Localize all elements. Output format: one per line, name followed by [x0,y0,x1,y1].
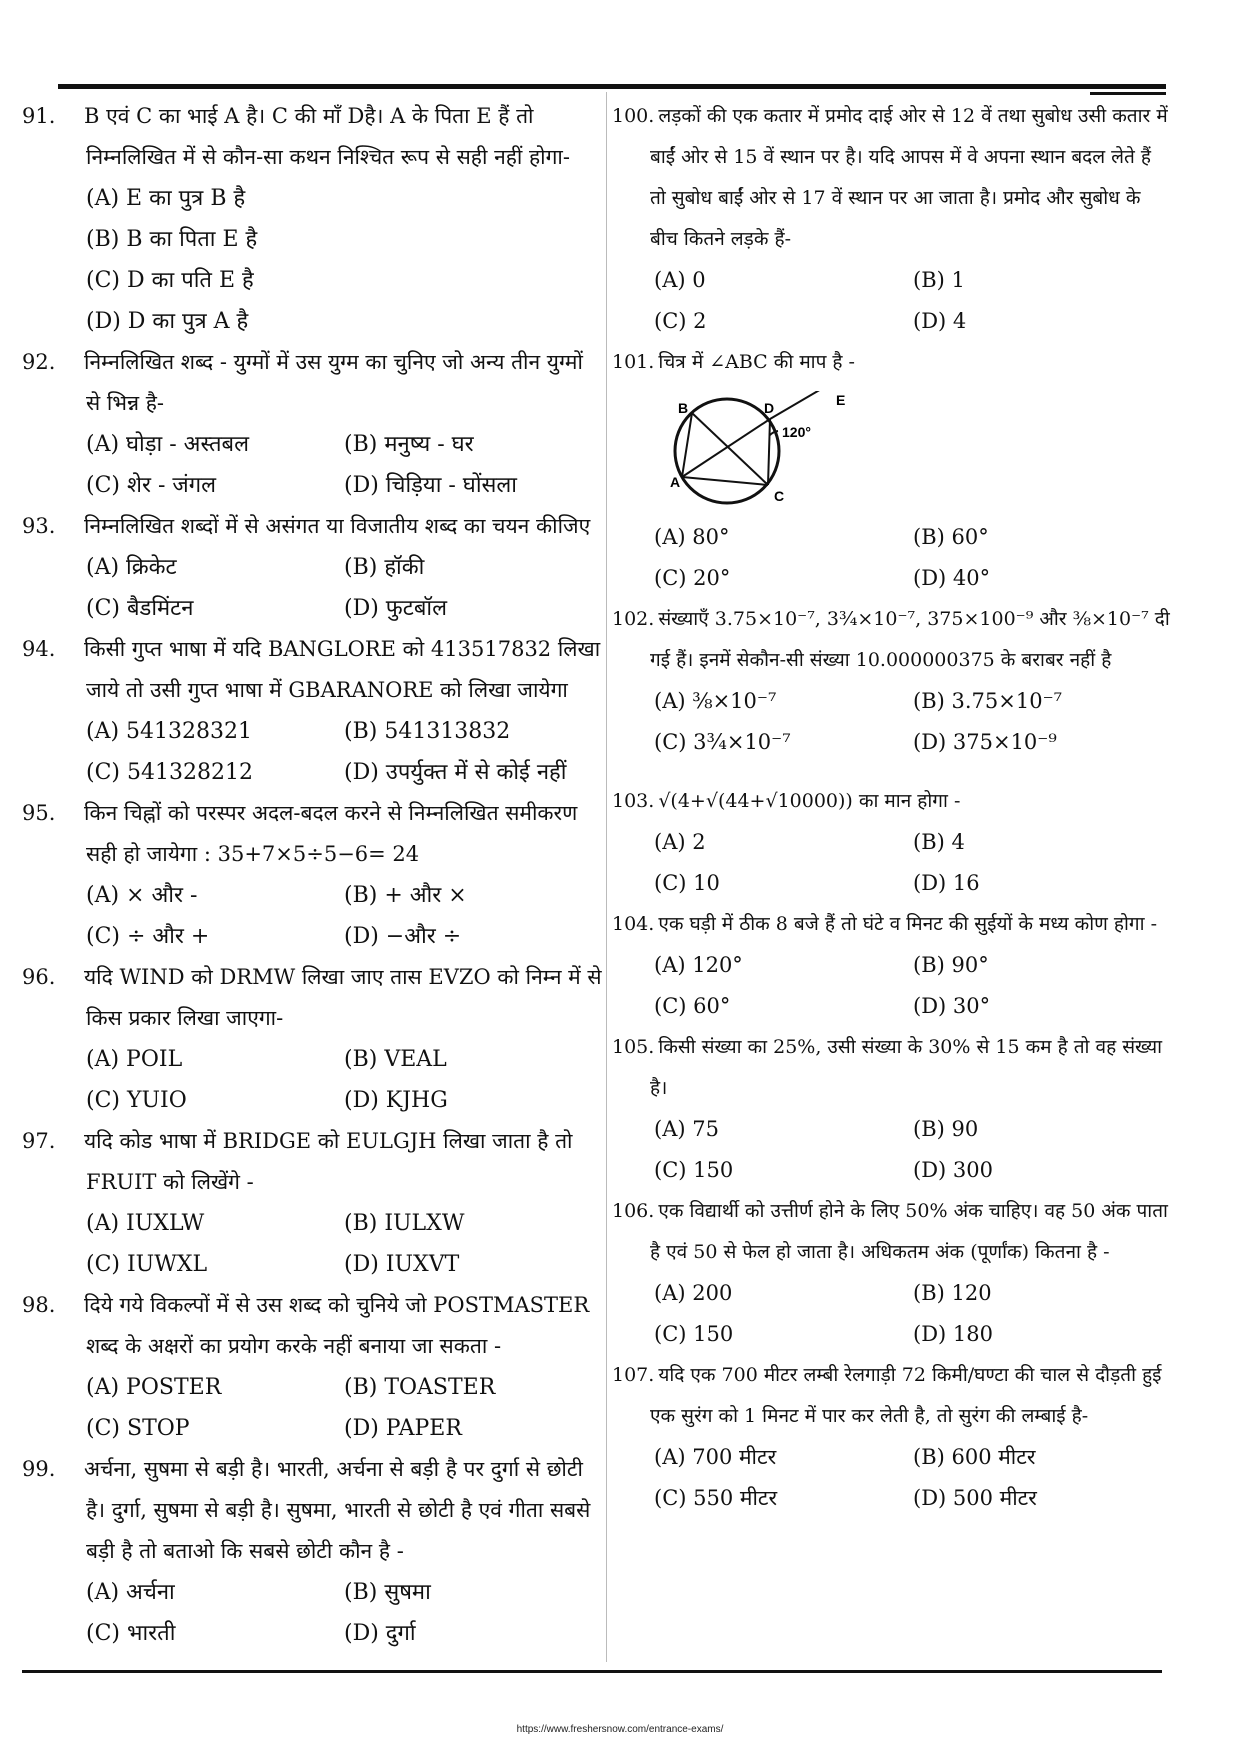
question-number: 103. [612,790,655,812]
option: (B) 90° [913,953,989,977]
chord-ac [682,477,768,485]
option: (A) 75 [654,1117,719,1141]
question-number: 101. [612,351,655,373]
option: (B) हॉकी [344,555,425,580]
option: (B) IULXW [344,1211,465,1236]
option: (A) POIL [86,1047,183,1072]
question-text [22,1121,602,1203]
question-number: 95. [22,801,56,825]
option: (A) POSTER [86,1375,222,1400]
options [612,260,1172,342]
option: (A) अर्चना [86,1580,175,1605]
option: (D) 16 [913,871,980,895]
option: (C) 10 [654,871,720,895]
option: (A) 80° [654,525,730,549]
question-106 [612,1191,1172,1355]
option: (B) 120 [913,1281,992,1305]
option: (D) 180 [913,1322,993,1346]
question-number: 96. [22,965,56,989]
option: (C) 550 मीटर [654,1486,778,1510]
options [22,1367,602,1449]
option: (B) 600 मीटर [913,1445,1036,1469]
option: (A) 120° [654,953,743,977]
option: (D) दुर्गा [344,1621,416,1646]
option: (B) सुषमा [344,1580,431,1605]
question-number: 98. [22,1293,56,1317]
option: (D) फुटबॉल [344,596,448,621]
question-body: किन चिह्नों को परस्पर अदल-बदल करने से निम्नलिखित समीकरण सही हो जायेगा : 35+7×5÷5−6= 24 [84,801,578,866]
question-body: संख्याएँ 3.75×10⁻⁷, 3¾×10⁻⁷, 375×100⁻⁹ और ⅜×10⁻⁷ दी गई हैं। इनमें सेकौन-सी संख्या 10.000000375 के बराबर नहीं है [650,608,1170,671]
question-body: एक घड़ी में ठीक 8 बजे हैं तो घंटे व मिनट की सुईयों के मध्य कोण होगा - [658,913,1158,935]
options [612,945,1172,1027]
option: (C) STOP [86,1416,190,1441]
question-text [612,904,1172,945]
question-body: किसी संख्या का 25%, उसी संख्या के 30% से 15 कम है तो वह संख्या है। [650,1036,1163,1099]
options [22,1572,602,1654]
option: (C) शेर - जंगल [86,473,216,498]
option: (A) घोड़ा - अस्तबल [86,432,250,457]
question-body: चित्र में ∠ABC की माप है - [658,351,855,373]
option: (D) 500 मीटर [913,1486,1037,1510]
question-number: 94. [22,637,56,661]
question-text [612,781,1172,822]
option: (A) 700 मीटर [654,1445,777,1469]
question-number: 93. [22,514,56,538]
option: (B) मनुष्य - घर [344,432,474,457]
question-text [22,1285,602,1367]
option: (C) बैडमिंटन [86,596,194,621]
option: (C) 20° [654,566,731,590]
option: (D) −और ÷ [344,924,462,949]
question-number: 104. [612,913,655,935]
footer-url: https://www.freshersnow.com/entrance-exams/ [516,1724,724,1735]
question-number: 99. [22,1457,56,1481]
option: (C) 60° [654,994,731,1018]
question-body: दिये गये विकल्पों में से उस शब्द को चुनिये जो POSTMASTER शब्द के अक्षरों का प्रयोग करके नहीं बनाया जा सकता - [84,1293,590,1358]
question-body: लड़कों की एक कतार में प्रमोद दाई ओर से 12 वें तथा सुबोध उसी कतार में बाईं ओर से 15 वें स्थान पर है। यदि आपस में वे अपना स्थान बदल लेते हैं तो सुबोध बाईं ओर से 17 वें स्थान पर आ जाता है। प्रमोद और सुबोध के बीच कितने लड़के हैं- [650,105,1168,250]
question-number: 106. [612,1200,655,1222]
option: (C) भारती [86,1621,176,1646]
options [612,1109,1172,1191]
question-number: 92. [22,350,56,374]
question-99 [22,1449,602,1654]
question-102 [612,599,1172,763]
question-body: यदि WIND को DRMW लिखा जाए तास EVZO को निम्न में से किस प्रकार लिखा जाएगा- [84,965,602,1030]
option: (B) TOASTER [344,1375,496,1400]
option: (C) IUWXL [86,1252,208,1277]
question-body: एक विद्यार्थी को उत्तीर्ण होने के लिए 50% अंक चाहिए। वह 50 अंक पाता है एवं 50 से फेल हो जाता है। अधिकतम अंक (पूर्णांक) कितना है - [650,1200,1168,1263]
question-100 [612,96,1172,342]
option: (A) 2 [654,830,706,854]
option: (D) IUXVT [344,1252,460,1277]
question-body: यदि कोड भाषा में BRIDGE को EULGJH लिखा जाता है तो FRUIT को लिखेंगे - [84,1129,573,1194]
options [22,1203,602,1285]
chord-cd [768,419,770,485]
option: (A) ⅜×10⁻⁷ [654,689,777,713]
question-body: यदि एक 700 मीटर लम्बी रेलगाड़ी 72 किमी/घण्टा की चाल से दौड़ती हुई एक सुरंग को 1 मिनट में पार कर लेती है, तो सुरंग की लम्बाई है- [650,1364,1162,1427]
question-number: 105. [612,1036,655,1058]
label-c: C [774,488,785,504]
option: (D) 30° [913,994,991,1018]
options [22,875,602,957]
question-107 [612,1355,1172,1519]
question-text [612,599,1172,681]
label-e: E [836,392,846,408]
option: (A) 541328321 [86,719,253,744]
option: (B) 90 [913,1117,979,1141]
question-105 [612,1027,1172,1191]
question-text [612,96,1172,260]
question-body: निम्नलिखित शब्दों में से असंगत या विजातीय शब्द का चयन कीजिए [84,514,591,538]
question-text [22,506,602,547]
options [22,1039,602,1121]
option: (D) 4 [913,309,967,333]
question-text [612,342,1172,383]
question-text [612,1191,1172,1273]
question-text [22,793,602,875]
label-d: D [764,400,775,416]
question-96 [22,957,602,1121]
question-text [22,1449,602,1572]
option: (C) ÷ और + [86,924,210,949]
option: (A) 0 [654,268,706,292]
question-number: 91. [22,104,56,128]
option: (B) 4 [913,830,965,854]
option: (D) KJHG [344,1088,448,1113]
label-b: B [678,400,689,416]
option: (C) 150 [654,1322,734,1346]
question-body: किसी गुप्त भाषा में यदि BANGLORE को 413517832 लिखा जाये तो उसी गुप्त भाषा में GBARANORE को लिखा जायेगा [84,637,601,702]
question-93 [22,506,602,629]
option: (D) 40° [913,566,991,590]
option: (C) YUIO [86,1088,187,1113]
option: (A) 200 [654,1281,733,1305]
question-number: 102. [612,608,655,630]
label-a: A [670,474,681,490]
question-104 [612,904,1172,1027]
question-text [612,1355,1172,1437]
question-text [22,342,602,424]
options [612,1437,1172,1519]
option: (A) IUXLW [86,1211,205,1236]
angle-label: 120° [782,424,811,440]
option: (C) 541328212 [86,760,253,785]
options [612,822,1172,904]
option: (D) चिड़िया - घोंसला [344,473,517,498]
option: (A) × और - [86,883,198,908]
question-text [22,957,602,1039]
question-103 [612,781,1172,904]
left-column [22,96,602,1654]
question-body: B एवं C का भाई A है। C की माँ Dहै। A के पिता E हैं तो निम्नलिखित में से कौन-सा कथन निश्चित रूप से सही नहीं होगा- [84,104,570,169]
question-number: 97. [22,1129,56,1153]
option: (A) क्रिकेट [86,555,177,580]
chord-ad [682,419,770,477]
option: (A) E का पुत्र B है [86,186,246,211]
option: (C) 3¾×10⁻⁷ [654,730,791,754]
bottom-rule [22,1670,1162,1673]
question-94 [22,629,602,793]
options [22,711,602,793]
chord-bc [692,413,768,485]
question-101 [612,342,1172,599]
option: (D) 375×10⁻⁹ [913,730,1057,754]
question-92 [22,342,602,506]
option: (B) 60° [913,525,989,549]
column-divider [606,92,607,1662]
question-text [22,96,602,178]
question-text [22,629,602,711]
question-97 [22,1121,602,1285]
right-column [612,96,1172,1519]
option: (B) B का पिता E है [86,227,258,252]
option: (D) PAPER [344,1416,462,1441]
options [22,547,602,629]
option: (C) 150 [654,1158,734,1182]
option: (B) VEAL [344,1047,447,1072]
question-text [612,1027,1172,1109]
options [22,178,602,342]
question-number: 107. [612,1364,655,1386]
question-91 [22,96,602,342]
question-98 [22,1285,602,1449]
question-body: निम्नलिखित शब्द - युग्मों में उस युग्म का चुनिए जो अन्य तीन युग्मों से भिन्न है- [84,350,583,415]
circle-angle-figure [652,391,872,511]
question-body: अर्चना, सुषमा से बड़ी है। भारती, अर्चना से बड़ी है पर दुर्गा से छोटी है। दुर्गा, सुषमा से बड़ी है। सुषमा, भारती से छोटी है एवं गीता सबसे बड़ी है तो बताओ कि सबसे छोटी कौन है - [84,1457,591,1563]
option: (D) D का पुत्र A है [86,309,249,334]
top-rule [58,84,1166,89]
option: (C) 2 [654,309,707,333]
options [612,681,1172,763]
question-body: √(4+√(44+√10000)) का मान होगा - [658,790,961,812]
question-95 [22,793,602,957]
options [22,424,602,506]
option: (D) उपर्युक्त में से कोई नहीं [344,760,567,785]
top-rule-accent [1090,92,1166,95]
option: (B) 541313832 [344,719,511,744]
option: (C) D का पति E है [86,268,254,293]
question-number: 100. [612,105,655,127]
option: (B) 3.75×10⁻⁷ [913,689,1063,713]
option: (B) 1 [913,268,965,292]
option: (D) 300 [913,1158,993,1182]
options [612,517,1172,599]
option: (B) + और × [344,883,467,908]
options [612,1273,1172,1355]
